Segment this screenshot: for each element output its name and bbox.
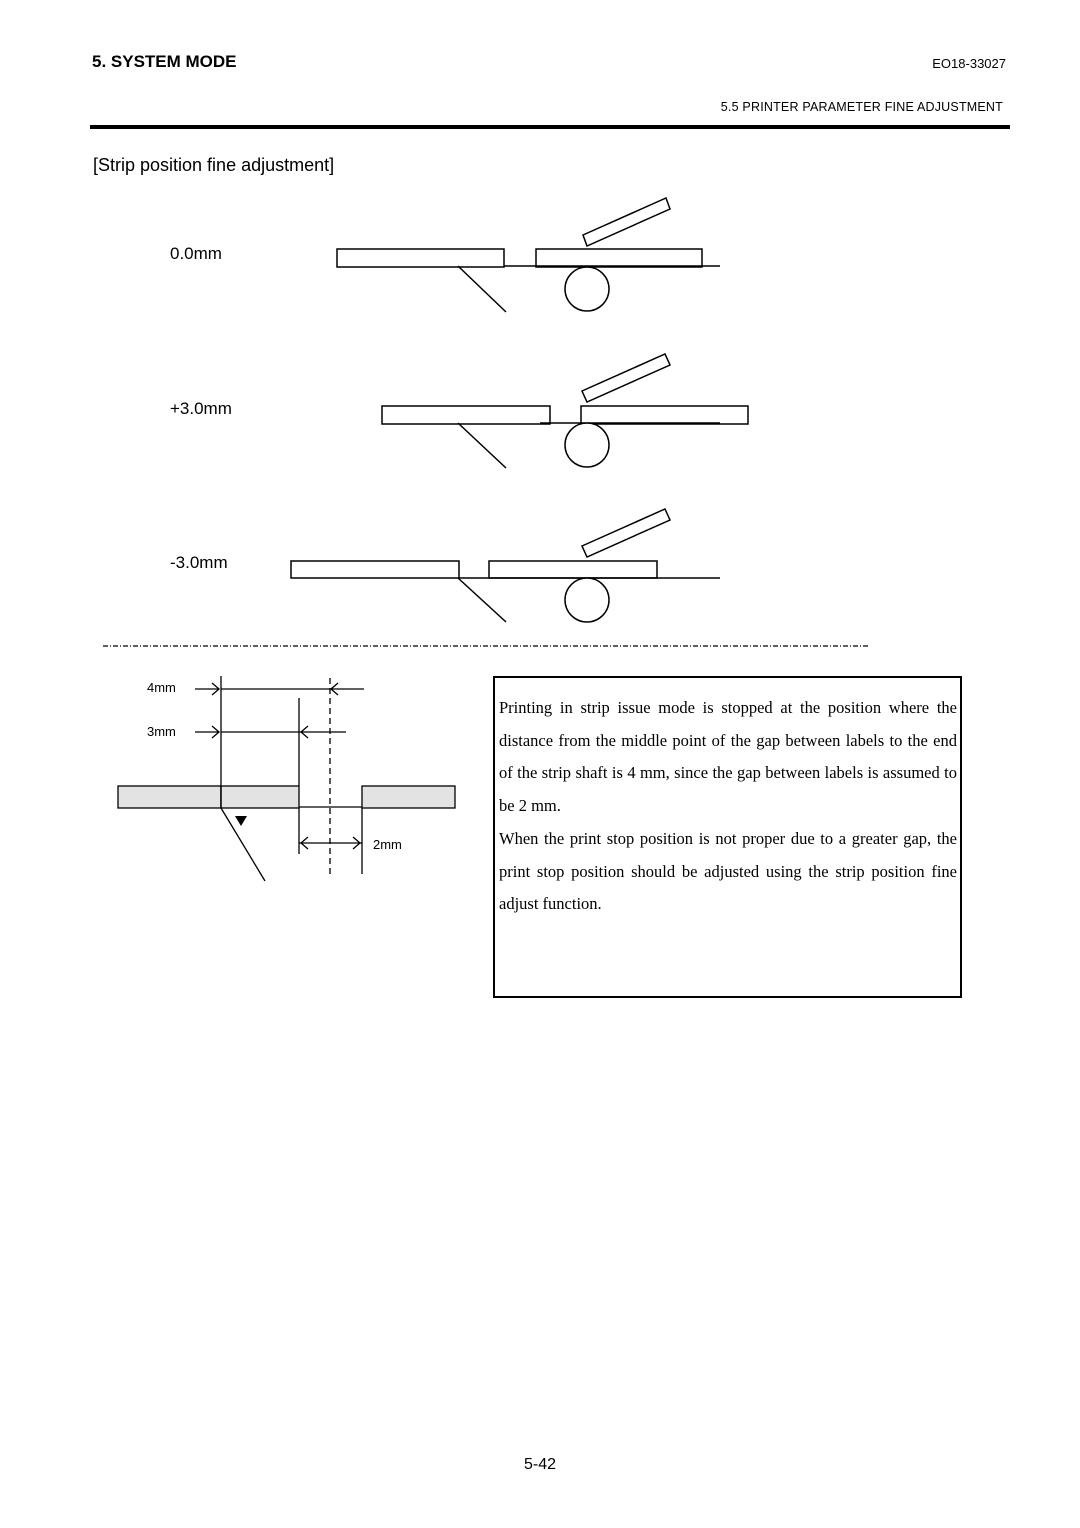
label-segment <box>362 786 455 808</box>
platen-roller <box>565 423 609 467</box>
label-right <box>581 406 748 424</box>
document-code: EO18-33027 <box>932 56 1006 71</box>
diagram-minus-offset <box>291 509 720 622</box>
label-segment <box>118 786 221 808</box>
stop-marker-icon <box>235 816 247 826</box>
label-right <box>536 249 702 267</box>
label-left <box>382 406 550 424</box>
description-paragraph: When the print stop position is not proper due to a greater gap, the print stop position should be adjusted using the strip position fine adjust function. <box>499 828 957 914</box>
offset-label-plus: +3.0mm <box>170 399 232 418</box>
diagram-plus-offset <box>382 354 748 468</box>
subsection-title: 5.5 PRINTER PARAMETER FINE ADJUSTMENT <box>720 100 1003 114</box>
offset-label-minus: -3.0mm <box>170 553 228 572</box>
description-box <box>493 676 962 998</box>
platen-roller <box>565 267 609 311</box>
diagram-zero-offset <box>337 198 720 312</box>
gap-detail-diagram <box>118 676 455 881</box>
platen-roller <box>565 578 609 622</box>
dimension-label-3mm: 3mm <box>147 724 176 739</box>
label-right <box>489 561 657 578</box>
peeled-label <box>582 354 670 402</box>
description-paragraph: Printing in strip issue mode is stopped at the position where the distance from the middle point of the gap between labels to the end of the strip shaft is 4 mm, since the gap between labels is assumed to be 2 mm. <box>499 698 957 816</box>
label-left <box>291 561 459 578</box>
strip-shaft <box>458 266 506 312</box>
strip-shaft <box>458 423 506 468</box>
page-number: 5-42 <box>523 1456 557 1473</box>
offset-label-zero: 0.0mm <box>170 244 222 263</box>
label-left <box>337 249 504 267</box>
strip-shaft <box>458 578 506 622</box>
section-title: 5. SYSTEM MODE <box>92 52 237 71</box>
figure-heading: [Strip position fine adjustment] <box>93 155 335 175</box>
label-segment <box>221 786 299 808</box>
peeled-label <box>582 509 670 557</box>
dimension-label-4mm: 4mm <box>147 680 176 695</box>
dimension-label-2mm: 2mm <box>373 837 402 852</box>
peeled-label <box>583 198 670 246</box>
